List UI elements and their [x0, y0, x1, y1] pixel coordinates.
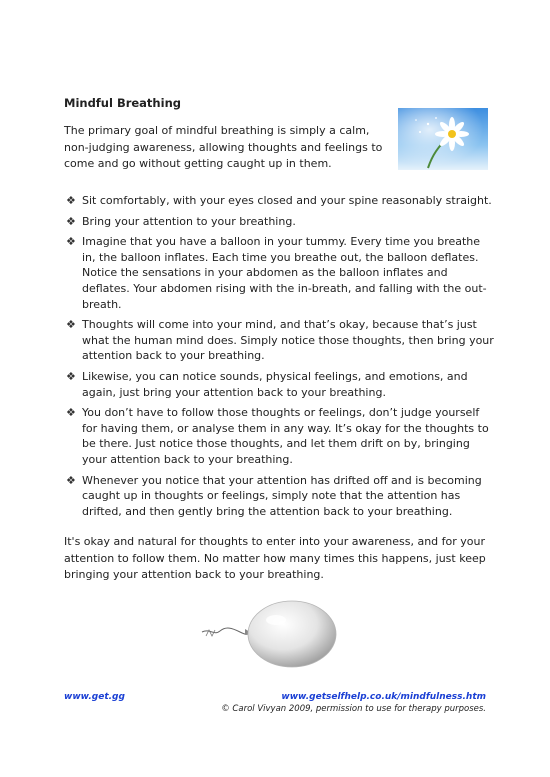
list-item-text: You don’t have to follow those thoughts or feelings, don’t judge yourself for having them, or analyse them in any way. It’s okay for the thoughts to be there. Just notice those thoughts, and let them drift on by, bringing your attention back to your breathing.: [82, 406, 489, 466]
list-item-text: Imagine that you have a balloon in your tummy. Every time you breathe in, the balloon inflates. Each time you breathe out, the balloon deflates. Notice the sensations in your abdomen as the balloon inflates and deflates. Your abdomen rising with the in-breath, and falling with the out-breath.: [82, 235, 487, 311]
diamond-bullet-icon: ❖: [66, 369, 76, 383]
list-item-text: Bring your attention to your breathing.: [82, 214, 296, 228]
list-item: [64, 214, 494, 230]
diamond-bullet-icon: ❖: [66, 235, 76, 249]
intro-paragraph: The primary goal of mindful breathing is simply a calm, non-judging awareness, allowing thoughts and feelings to come and go without getting caught up in them.: [64, 124, 383, 170]
instruction-list: [64, 193, 494, 524]
footer-link-getgg[interactable]: www.get.gg: [64, 692, 125, 702]
list-item: [64, 369, 494, 400]
closing-paragraph: It's okay and natural for thoughts to enter into your awareness, and for your attention to follow them. No matter how many times this happens, just keep bringing your attention back to your breathing.: [64, 535, 486, 581]
list-item: [64, 473, 494, 520]
list-item: [64, 234, 494, 312]
daisy-photo: [398, 108, 488, 170]
list-item: [64, 317, 494, 364]
list-item-text: Thoughts will come into your mind, and that’s okay, because that’s just what the human mind does. Simply notice those thoughts, then bring your attention back to your breathing.: [82, 318, 494, 363]
diamond-bullet-icon: ❖: [66, 214, 76, 228]
footer-link-getselfhelp[interactable]: www.getselfhelp.co.uk/mindfulness.htm: [281, 692, 486, 702]
list-item-text: Likewise, you can notice sounds, physical feelings, and emotions, and again, just bring your attention back to your breathing.: [82, 369, 468, 399]
diamond-bullet-icon: ❖: [66, 318, 76, 332]
copyright-notice: © Carol Vivyan 2009, permission to use for therapy purposes.: [221, 704, 486, 714]
list-item: [64, 405, 494, 467]
balloon-illustration: [196, 598, 346, 678]
list-item-text: Whenever you notice that your attention has drifted off and is becoming caught up in thoughts or feelings, simply note that the attention has drifted, and then gently bring the attention back to your breathing.: [82, 473, 482, 518]
list-item-text: Sit comfortably, with your eyes closed and your spine reasonably straight.: [82, 194, 492, 207]
diamond-bullet-icon: ❖: [66, 194, 76, 207]
page-title: Mindful Breathing: [64, 96, 181, 110]
diamond-bullet-icon: ❖: [66, 406, 76, 420]
list-item: [64, 193, 494, 209]
diamond-bullet-icon: ❖: [66, 473, 76, 487]
